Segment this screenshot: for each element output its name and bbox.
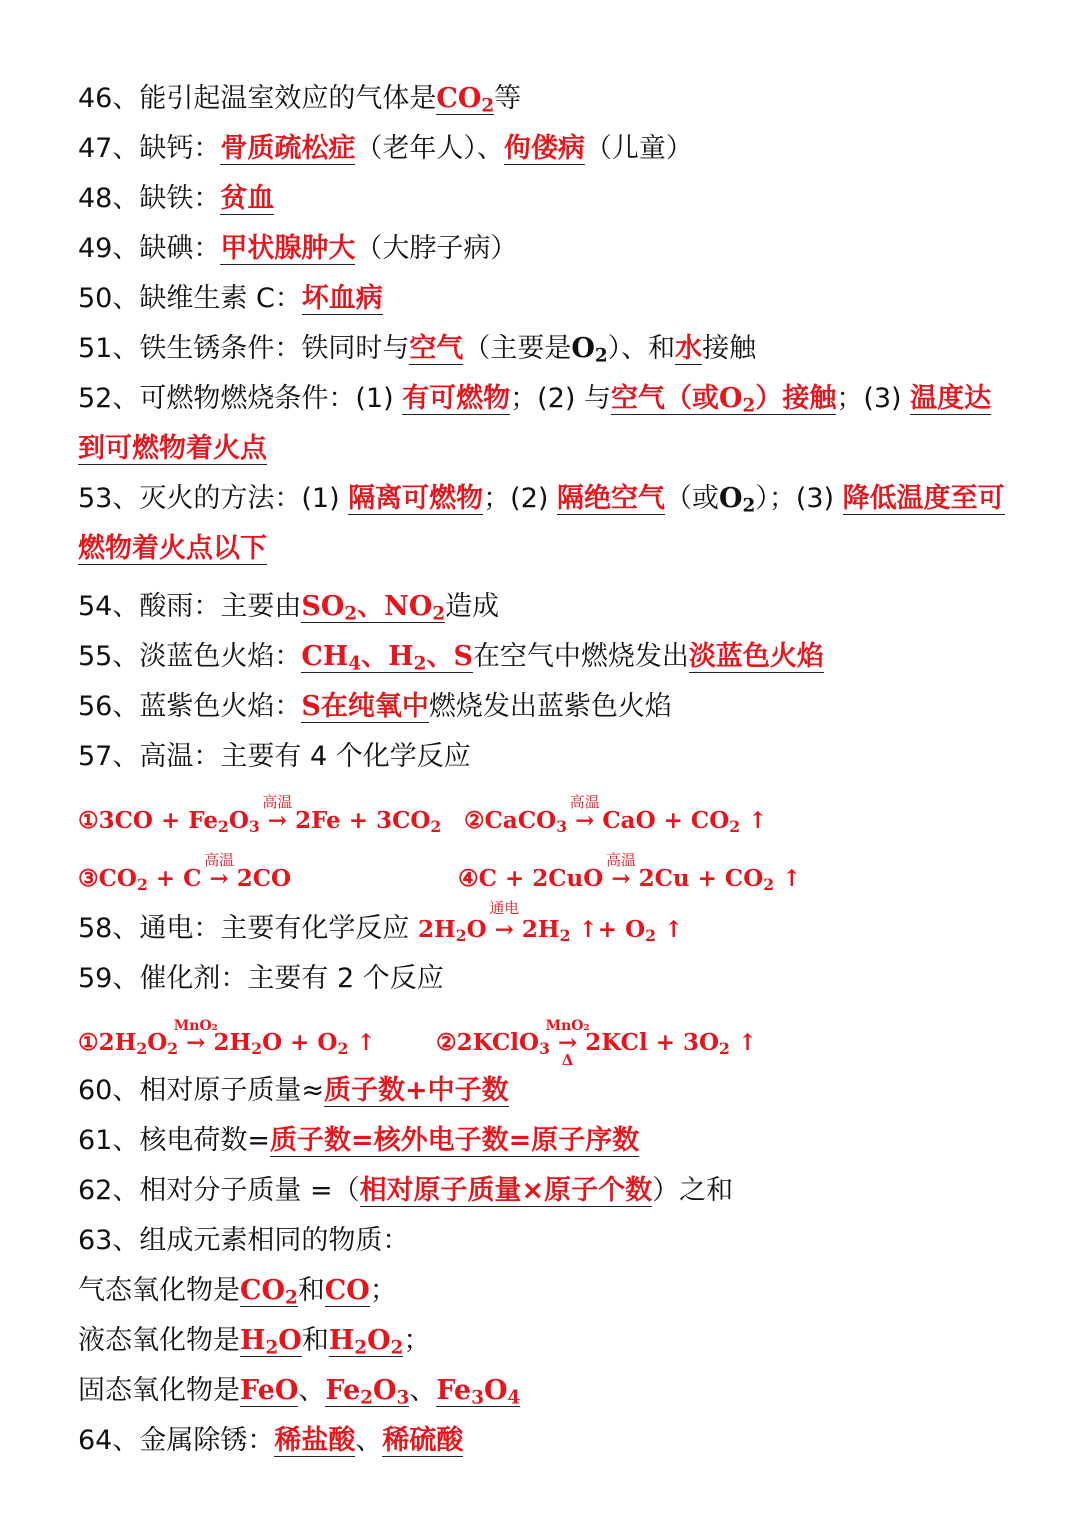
item-text: 50、缺维生素 C： [78,283,302,314]
solid-oxides [78,1366,1008,1416]
item-63 [78,1216,1008,1266]
item-60 [78,1066,1008,1116]
item-text: 固态氧化物是 [78,1375,240,1406]
answer: 坏血病 [301,283,383,314]
item-text: （老年人）、 [355,133,504,164]
answer: 贫血 [220,183,275,214]
answer: FeO [240,1375,299,1406]
answer: $CH_4$、$H_2$、S [301,641,473,675]
equation-2: ②CaCO$_3$ 高温 → CaO + $CO_2$ ↑ [464,793,768,836]
item-52 [78,374,1008,474]
answer: 佝偻病 [503,133,585,164]
answer: 水 [675,333,703,364]
item-text: 54、酸雨：主要由 [78,591,302,622]
item-62 [78,1166,1008,1216]
item-46 [78,74,1008,124]
answer: $H_2O$ [240,1325,302,1359]
item-text: ）之和 [652,1175,734,1206]
item-text: 液态氧化物是 [78,1325,240,1356]
item-text: ）；(3) [755,483,843,514]
equation-row [78,1004,1008,1069]
item-text: 、 [355,1425,383,1456]
item-58 [78,898,1008,954]
item-53 [78,474,1008,574]
item-text: （或 [665,483,720,514]
item-text: 55、淡蓝色火焰： [78,641,302,672]
item-text: 47、缺钙： [78,133,221,164]
item-47 [78,124,1008,174]
item-56 [78,682,1008,732]
equation-3: $③CO_2 + C$ 高温 → 2CO [78,851,292,894]
equation-6: ②2KClO$_3$ MnO₂ → Δ $2KCl + 3O_2$ ↑ [436,1018,758,1069]
equation: $2H_2O$ 通电 → $2H_2$ ↑+ $O_2$ ↑ [417,899,684,945]
answer: 骨质疏松症 [220,133,356,164]
item-text: （儿童） [584,133,693,164]
item-text: 48、缺铁： [78,183,221,214]
answer: $SO_2$、$NO_2$ [301,591,446,625]
answer: 有可燃物 [402,383,511,414]
answer: $CO_2$ [436,83,495,117]
item-49 [78,224,1008,274]
item-48 [78,174,1008,224]
item-50 [78,274,1008,324]
item-text: ；(2) [483,483,558,514]
item-text: 63、组成元素相同的物质： [78,1225,410,1256]
item-text: ； [403,1325,431,1356]
item-text: 接触 [702,333,757,364]
item-text: 58、通电：主要有化学反应 [78,913,418,944]
item-text: 56、蓝紫色火焰： [78,691,302,722]
item-text: ；(3) [836,383,911,414]
answer: 质子数+中子数 [323,1075,509,1106]
answer: 稀硫酸 [382,1425,464,1456]
item-59 [78,954,1008,1004]
item-text: 64、金属除锈： [78,1425,275,1456]
item-text: 等 [494,83,522,114]
answer: 温度达到可燃物着火点 [78,383,992,464]
item-55 [78,632,1008,682]
equation-row [78,840,1008,898]
answer: S在纯氧中 [301,691,429,722]
item-text: 59、催化剂：主要有 2 个反应 [78,963,444,994]
item-text: ；(2) 与 [510,383,612,414]
item-text: 51、铁生锈条件：铁同时与 [78,333,410,364]
item-text: 和 [297,1275,325,1306]
item-text: 62、相对分子质量 =（ [78,1175,360,1206]
item-text: ； [369,1275,397,1306]
item-text: 60、相对原子质量≈ [78,1075,324,1106]
answer: $CO_2$ [240,1275,298,1309]
item-51 [78,324,1008,374]
item-text: 和 [301,1325,329,1356]
answer: 相对原子质量×原子个数 [359,1175,653,1206]
answer: 甲状腺肿大 [220,233,356,264]
answer: 隔离可燃物 [348,483,484,514]
item-text: 造成 [445,591,500,622]
item-text: （大脖子病） [355,233,518,264]
item-text: 、 [409,1375,437,1406]
item-text: 燃烧发出蓝紫色火焰 [428,691,672,722]
answer: $Fe_2O_3$ [325,1375,410,1409]
item-text: （主要是 [463,333,572,364]
equation-5: $①2H_2O_2$ MnO₂ → $2H_2O + O_2$ ↑ [78,1018,376,1058]
item-text: 气态氧化物是 [78,1275,240,1306]
document-page [78,74,1008,1466]
item-text: 46、能引起温室效应的气体是 [78,83,437,114]
item-text: 57、高温：主要有 4 个化学反应 [78,741,471,772]
liquid-oxides [78,1316,1008,1366]
item-64 [78,1416,1008,1466]
item-text: 49、缺碘： [78,233,221,264]
answer: CO [324,1275,370,1306]
answer: $H_2O_2$ [328,1325,404,1359]
gas-oxides [78,1266,1008,1316]
item-text: 52、可燃物燃烧条件：(1) [78,383,403,414]
equation-4: ④C + 2CuO 高温 → $2Cu + CO_2$ ↑ [458,851,802,894]
answer: 降低温度至可燃物着火点以下 [78,483,1005,564]
item-text: 在空气中燃烧发出 [472,641,689,672]
equation-1: ①3CO + $Fe_2O_3$ 高温 → $2Fe + 3CO_2$ [78,793,442,836]
answer: 稀盐酸 [274,1425,356,1456]
answer: 空气 [409,333,464,364]
answer: 空气（或$O_2$）接触 [611,383,837,417]
answer: $Fe_3O_4$ [436,1375,521,1409]
item-text: 61、核电荷数= [78,1125,270,1156]
answer: 质子数=核外电子数=原子序数 [269,1125,640,1156]
formula: $O_2$ [571,333,608,367]
answer: 淡蓝色火焰 [688,641,824,672]
item-54 [78,582,1008,632]
answer: 隔绝空气 [557,483,666,514]
item-text: ）、和 [607,333,676,364]
item-text: 53、灭火的方法：(1) [78,483,349,514]
item-61 [78,1116,1008,1166]
item-57 [78,732,1008,782]
equation-row [78,782,1008,840]
formula: $O_2$ [719,483,756,517]
item-text: 、 [298,1375,326,1406]
